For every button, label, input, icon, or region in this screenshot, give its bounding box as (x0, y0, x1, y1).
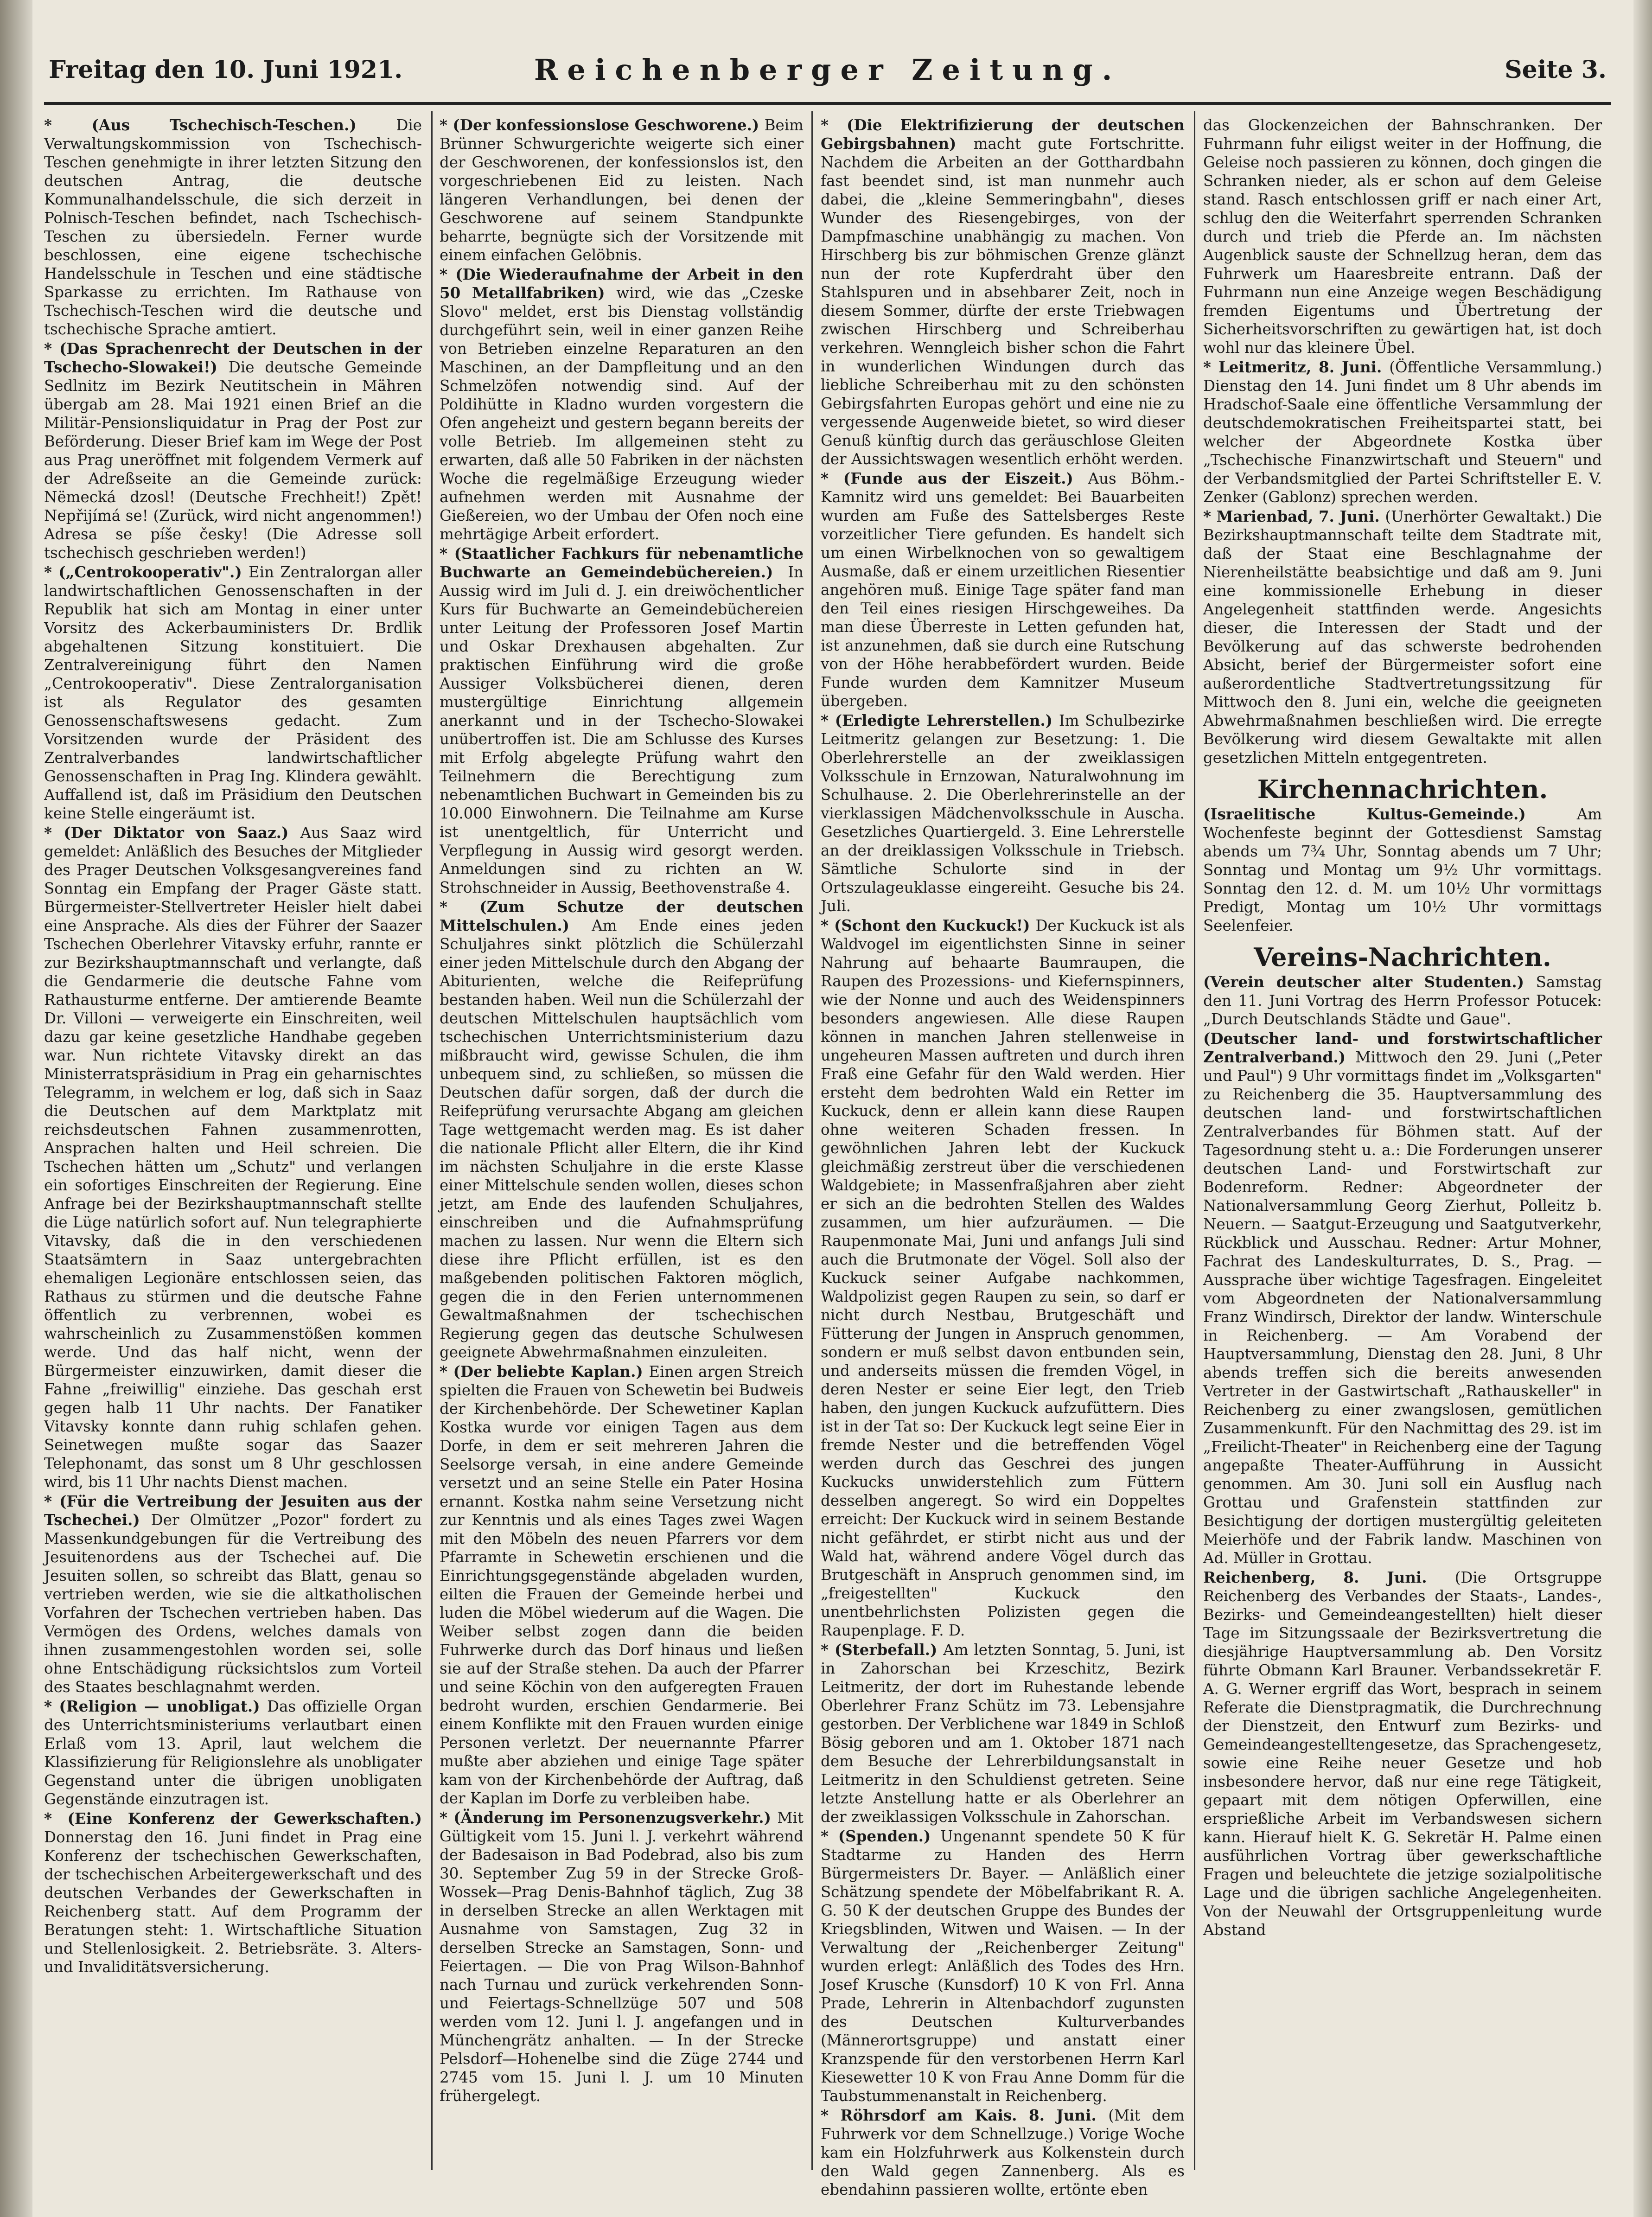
article-body: Aus Saaz wird gemeldet: Anläßlich des Besuches der Mitglieder des Prager Deutschen Volksgesangvereines fand Sonntag ein Empfang der Prager Gäste statt. Bürgermeister-Stellvertreter Heisler hielt dabei eine Ansprache. Als dies der Führer der Saazer Tschechen Oberlehrer Vitavsky erfuhr, rannte er zur Bezirkshauptmannschaft und verlangte, daß die Gendarmerie die deutsche Fahne vom Rathausturme entferne. Der amtierende Beamte Dr. Villoni — verweigerte ein Einschreiten, weil dazu gar keine gesetzliche Handhabe gegeben war. Nun richtete Vitavsky direkt an das Ministerratspräsidium in Prag ein geharnischtes Telegramm, in welchem er log, daß sich in Saaz die Deutschen auf dem Marktplatz mit reichsdeutschen Fahnen zusammenrotten, Ansprachen halten und Heil schreien. Die Tschechen hätten um „Schutz" und verlangen ein sofortiges Einschreiten der Regierung. Eine Anfrage bei der Bezirkshauptmannschaft stellte die Lüge natürlich sofort auf. Nun telegraphierte Vitavsky, daß die in den verschiedenen Staatsämtern in Saaz untergebrachten ehemaligen Legionäre entschlossen seien, das Rathaus zu stürmen und die deutsche Fahne öffentlich zu verbrennen, wobei es wahrscheinlich zu Zusammenstößen kommen werde. Und das half nicht, wenn der Bürgermeister einzuwirken, damit dieser die Fahne „freiwillig" einziehe. Das geschah erst gegen halb 11 Uhr nachts. Der Fanatiker Vitavsky konnte dann ruhig schlafen gehen. Seinetwegen mußte sogar das Saazer Telephonamt, das sonst um 8 Uhr geschlossen wird, bis 11 Uhr nachts Dienst machen. (44, 824, 422, 1491)
article-body: Die deutsche Gemeinde Sedlnitz im Bezirk Neutitschein in Mähren übergab am 28. Mai 1921 einen Brief an die Militär-Pensionsliquidatur in Prag der Post zur Beförderung. Dieser Brief kam im Wege der Post aus Prag uneröffnet mit folgendem Vermerk auf der Adreßseite an die Gemeinde zurück: Nëmecká dzosl! (Deutsche Frechheit!) Zpět! Nepřijímá se! (Zurück, wird nicht angenommen!) Adresa se píše česky! (Die Adresse soll tschechisch geschrieben werden!) (44, 358, 422, 562)
article-body: Die Verwaltungskommission von Tschechisch-Teschen genehmigte in ihrer letzten Sitzung den deutschen Antrag, die deutsche Kommunalhandelsschule, die sich derzeit in Polnisch-Teschen befindet, nach Tschechisch-Teschen zu übersiedeln. Ferner wurde beschlossen, eine eigene tschechische Handelsschule in Teschen und eine städtische Sparkasse zu errichten. Im Rathause von Tschechisch-Teschen wird die deutsche und tschechische Sprache amtiert. (44, 116, 422, 338)
article-body: Aus Böhm.-Kamnitz wird uns gemeldet: Bei Bauarbeiten wurden am Fuße des Sattelsberges Reste vorzeitlicher Tiere gefunden. Es handelt sich um einen Wirbelknochen von so gewaltigem Ausmaße, daß er einem urzeitlichen Riesentier angehören muß. Einige Tage später fand man den Teil eines riesigen Hirschgeweihes. Da man diese Überreste in Letten gefunden hat, ist anzunehmen, daß sie durch eine Rutschung von der Höhe herabbefördert wurden. Beide Funde wurden dem Kamnitzer Museum übergeben. (821, 470, 1185, 710)
column-rule (811, 111, 813, 2170)
page-header (44, 46, 1611, 105)
article-heading: * (Spenden.) (821, 1827, 941, 1845)
article-heading: (Verein deutscher alter Studenten.) (1203, 973, 1536, 991)
article-heading: * (Das Sprachenrecht der Deutschen in der Tschecho-Slowakei!) (44, 339, 422, 376)
article-body: (Die Ortsgruppe Reichenberg des Verbandes der Staats-, Landes-, Bezirks- und Gemeindeangestellten) hielt dieser Tage im Sitzungssaale der Bezirksvertretung die diesjährige Hauptversammlung ab. Den Vorsitz führte Obmann Karl Brauner. Verbandssekretär F. A. G. Werner ergriff das Wort, besprach in seinem Referate die Dienstpragmatik, die Durchrechnung der Dienstzeit, den Entwurf zum Bezirks- und Gemeindeangestelltengesetze, das Sprachengesetz, sowie eine Reihe neuer Gesetze und hob insbesondere hervor, daß nur eine rege Tätigkeit, gepaart mit dem nötigen Opferwillen, eine ersprießliche Arbeit im Verbandswesen sichern kann. Hierauf hielt K. G. Sekretär H. Palme einen ausführlichen Vortrag über gewerkschaftliche Fragen und beleuchtete die jetzige sozialpolitische Lage und die übrigen sachliche Angelegenheiten. Von der Neuwahl der Ortsgruppenleitung wurde Abstand (1203, 1569, 1602, 1939)
article-heading: (Israelitische Kultus-Gemeinde.) (1203, 805, 1577, 823)
article (44, 1809, 422, 1976)
article-heading: * (Eine Konferenz der Gewerkschaften.) (44, 1809, 422, 1827)
article (1203, 805, 1602, 935)
article-heading: * Marienbad, 7. Juni. (1203, 507, 1385, 525)
article-body: Am Ende eines jeden Schuljahres sinkt plötzlich die Schülerzahl einer jeden Mittelschule durch den Abgang der Abiturienten, welche die Reifeprüfung bestanden haben. Weil nun die Schülerzahl der deutschen Mittelschulen hauptsächlich vom tschechischen Unterrichtsministerium dazu mißbraucht wird, gewisse Schulen, die ihm unbequem sind, zu schließen, so müssen die Deutschen dafür sorgen, daß der durch die Reifeprüfung verursachte Abgang am gleichen Tage wettgemacht werden mag. Es ist daher die nationale Pflicht aller Eltern, die ihr Kind im nächsten Schuljahre in die erste Klasse einer Mittelschule senden wollen, dieses schon jetzt, am Ende des laufenden Schuljahres, einschreiben und die Aufnahmsprüfung machen zu lassen. Nur wenn die Eltern sich diese ihre Pflicht erfüllen, ist es den maßgebenden politischen Faktoren möglich, gegen die in den Ferien unternommenen Gewaltmaßnahmen der tschechischen Regierung gegen das deutsche Schulwesen geeignete Abwehrmaßnahmen einzuleiten. (440, 917, 804, 1361)
article-heading: * (Die Wiederaufnahme der Arbeit in den 50 Metallfabriken) (440, 265, 804, 302)
article-body: das Glockenzeichen der Bahnschranken. Der Fuhrmann fuhr eiligst weiter in der Hoffnung, die Geleise noch passieren zu können, doch gingen die Schranken nieder, als er schon auf dem Geleise stand. Rasch entschlossen griff er nach einer Art, schlug den die Weiterfahrt sperrenden Schranken durch und trieb die Pferde an. Im nächsten Augenblick sauste der Schnellzug heran, dem das Fuhrwerk um Haaresbreite entrann. Daß der Fuhrmann nun eine Anzeige wegen Beschädigung fremden Eigentums und Übertretung der Sicherheitsvorschriften zu gewärtigen hat, ist doch wohl nur das kleinere Übel. (1203, 116, 1602, 357)
article-body: macht gute Fortschritte. Nachdem die Arbeiten an der Gotthardbahn fast beendet sind, ist man nunmehr auch dabei, die „kleine Semmeringbahn", dieses Wunder des Riesengebirges, von der Dampfmaschine unabhängig zu machen. Von Hirschberg bis zur böhmischen Grenze glänzt nun der rote Kupferdraht über den Stahlspuren und in absehbarer Zeit, noch in diesem Sommer, dürfte der erste Triebwagen zwischen Hirschberg und Schreiberhau verkehren. Wenngleich bisher schon die Fahrt in wunderlichen Windungen durch das liebliche Schreiberhau mit zu den schönsten Gebirgsfahrten Europas gehört und eine nie zu vergessende Augenweide bietet, so wird dieser Genuß künftig durch das geräuschlose Gleiten der Aussichtswagen wesentlich erhöht werden. (821, 135, 1185, 468)
article-body: Das offizielle Organ des Unterrichtsministeriums verlautbart einen Erlaß vom 13. April, laut welchem die Klassifizierung für Religionslehre als unobligater Gegenstand unter die übrigen unobligaten Gegenstände einzutragen ist. (44, 1698, 422, 1808)
scan-edge-right (1633, 0, 1652, 2217)
article (440, 1808, 804, 2105)
article (821, 916, 1185, 1640)
scan-edge-left (0, 0, 32, 2217)
article-body: Ungenannt spendete 50 K für Stadtarme zu Handen des Herrn Bürgermeisters Dr. Bayer. — Anläßlich einer Schätzung spendete der Möbelfabrikant R. A. G. 50 K der deutschen Gruppe des Bundes der Kriegsblinden, Witwen und Waisen. — In der Verwaltung der „Reichenberger Zeitung" wurden erlegt: Anläßlich des Todes des Hrn. Josef Krusche (Kunsdorf) 10 K von Frl. Anna Prade, Lehrerin in Altenbachdorf zugunsten des Deutschen Kulturverbandes (Männerortsgruppe) und anstatt einer Kranzspende für den verstorbenen Herrn Karl Kiesewetter 10 K von Frau Anne Domm für die Taubstummenanstalt in Reichenberg. (821, 1827, 1185, 2105)
column-rule (431, 111, 433, 2170)
page-number: Seite 3. (1505, 56, 1607, 84)
article (821, 711, 1185, 915)
article-body: Am letzten Sonntag, 5. Juni, ist in Zahorschan bei Krzeschitz, Bezirk Leitmeritz, der dort im Ruhestande lebende Oberlehrer Franz Schütz im 73. Lebensjahre gestorben. Der Verblichene war 1849 in Schloß Bösig geboren und am 1. Oktober 1871 nach dem Besuche der Lehrerbildungsanstalt in Leitmeritz in den Schuldienst getreten. Seine letzte Anstellung hatte er als Oberlehrer an der zweiklassigen Volksschule in Zahorschan. (821, 1641, 1185, 1826)
article (44, 1492, 422, 1696)
article-body: Einen argen Streich spielten die Frauen von Schewetin bei Budweis der Kirchenbehörde. Der Schewetiner Kaplan Kostka wurde vor einigen Tagen aus dem Dorfe, in dem er seit mehreren Jahren die Seelsorge versah, in eine andere Gemeinde versetzt und an seine Stelle ein Pater Hosina ernannt. Kostka nahm seine Versetzung nicht zur Kenntnis und als eines Tages zwei Wagen mit den Möbeln des neuen Pfarrers vor dem Pfarramte in Schewetin erschienen und die Einrichtungsgegenstände abgeladen wurden, eilten die Frauen der Gemeinde herbei und luden die Möbel wiederum auf die Wagen. Die Weiber selbst zogen dann die beiden Fuhrwerke durch das Dorf hinaus und ließen sie auf der Straße stehen. Da auch der Pfarrer und seine Köchin von den aufgeregten Frauen bedroht wurden, erschien Gendarmerie. Bei einem Konflikte mit den Frauen wurden einige Personen verletzt. Der neuernannte Pfarrer mußte aber abziehen und einige Tage später kam von der Kirchenbehörde der Auftrag, daß der Kaplan im Dorfe zu verbleiben habe. (440, 1363, 804, 1807)
article (1203, 507, 1602, 767)
article (1203, 116, 1602, 357)
article (821, 116, 1185, 468)
article-heading: * (Funde aus der Eiszeit.) (821, 469, 1088, 487)
article-heading: * (Sterbefall.) (821, 1641, 944, 1659)
article (440, 544, 804, 897)
article-body: wird, wie das „Czeske Slovo" meldet, erst bis Dienstag vollständig durchgeführt sein, weil in einer ganzen Reihe von Betrieben einzelne Reparaturen an den Maschinen, an der Dampfleitung und an den Schmelzöfen notwendig sind. Auf der Poldihütte in Kladno wurden vorgestern die Ofen angeheizt und gestern begann bereits der volle Betrieb. Im allgemeinen steht zu erwarten, daß alle 50 Fabriken in der nächsten Woche die regelmäßige Erzeugung wieder aufnehmen werden mit Ausnahme der Gießereien, wo der Umbau der Ofen noch eine mehrtägige Arbeit erfordert. (440, 284, 804, 543)
article (821, 1641, 1185, 1826)
article-heading: * (Erledigte Lehrerstellen.) (821, 711, 1059, 729)
issue-date: Freitag den 10. Juni 1921. (49, 56, 403, 84)
article (1203, 973, 1602, 1029)
article-heading: * (Für die Vertreibung der Jesuiten aus der Tschechei.) (44, 1492, 422, 1529)
article (440, 265, 804, 543)
article-body: Mittwoch den 29. Juni („Peter und Paul") 9 Uhr vormittags findet im „Volksgarten" zu Reichenberg die 35. Hauptversammlung des deutschen land- und forstwirtschaftlichen Zentralverbandes für Böhmen statt. Auf der Tagesordnung steht u. a.: Die Forderungen unserer deutschen Land- und Forstwirtschaft zur Bodenreform. Redner: Abgeordneter der Nationalversammlung Georg Zierhut, Polleitz b. Neuern. — Saatgut-Erzeugung und Saatgutverkehr, Rückblick und Ausschau. Redner: Artur Mohner, Fachrat des Landeskulturrates, D. S., Prag. — Aussprache über wichtige Tagesfragen. Eingeleitet vom Abgeordneten der Nationalversammlung Franz Windirsch, Direktor der landw. Winterschule in Reichenberg. — Am Vorabend der Hauptversammlung, Dienstag den 28. Juni, 8 Uhr abends treffen sich die bereits anwesenden Vertreter in der Gastwirtschaft „Rathauskeller" in Reichenberg zu einer zwangslosen, gemütlichen Zusammenkunft. Für den Nachmittag des 29. ist im „Freilicht-Theater" in Reichenberg eine der Tagung angepaßte Theater-Aufführung in Aussicht genommen. Am 30. Juni soll ein Ausflug nach Grottau und Grafenstein stattfinden zur Besichtigung der dortigen mustergültig geleiteten Meierhöfe und der Fabrik landw. Maschinen von Ad. Müller in Grottau. (1203, 1048, 1602, 1567)
article-heading: * (Der beliebte Kaplan.) (440, 1362, 649, 1380)
newspaper-title: Reichenberger Zeitung. (534, 53, 1122, 87)
article (44, 824, 422, 1491)
article (821, 1827, 1185, 2105)
article (821, 2106, 1185, 2199)
article (1203, 1029, 1602, 1567)
text-column-1 (44, 116, 422, 2166)
article-heading: * (Der Diktator von Saaz.) (44, 824, 300, 842)
article-heading: * (Aus Tschechisch-Teschen.) (44, 116, 396, 134)
column-rule (1194, 111, 1195, 2170)
article-heading: * (Der konfessionslose Geschworene.) (440, 116, 765, 134)
article (440, 898, 804, 1361)
article (440, 1362, 804, 1808)
article-heading: * (Zum Schutze der deutschen Mittelschulen.) (440, 898, 804, 934)
article-body: Der Kuckuck ist als Waldvogel im eigentlichsten Sinne in seiner Nahrung auf behaarte Baumraupen, die Raupen des Prozessions- und Kiefernspinners, wie der Nonne und auch des Weidenspinners besonders angewiesen. Alle diese Raupen können in manchen Jahren stellenweise in ungeheuren Massen auftreten und durch ihren Fraß eine Gefahr für den Wald werden. Hier ersteht dem bedrohten Wald ein Retter im Kuckuck, denn er allein kann diese Raupen ohne weiteren Schaden fressen. In gewöhnlichen Jahren lebt der Kuckuck gleichmäßig zerstreut über die verschiedenen Waldgebiete; in Massenfraßjahren aber zieht er sich an die bedrohten Stellen des Waldes zusammen, um hier aufzuräumen. — Die Raupenmonate Mai, Juni und anfangs Juli sind auch die Brutmonate der Vögel. Soll also der Kuckuck seiner Aufgabe nachkommen, Waldpolizist gegen Raupen zu sein, so darf er nicht durch Nestbau, Brutgeschäft und Fütterung der Jungen in Anspruch genommen, sondern er muß selbst davon entbunden sein, und anderseits müssen die fremden Vögel, in deren Nester er seine Eier legt, den Trieb haben, den jungen Kuckuck aufzufüttern. Dies ist in der Tat so: Der Kuckuck legt seine Eier in fremde Nester und die betreffenden Vögel werden durch das Geschrei des jungen Kuckucks unwiderstehlich zum Füttern desselben angeregt. So wird ein Doppeltes erreicht: Der Kuckuck wird in seinem Bestande nicht gefährdet, er stirbt nicht aus und der Wald hat, während andere Vögel durch das Brutgeschäft in Anspruch genommen sind, im „freigestellten" Kuckuck den unentbehrlichsten Polizisten gegen die Raupenplage. F. D. (821, 917, 1185, 1639)
section-title: Kirchennachrichten. (1257, 774, 1548, 804)
section-title: Vereins-Nachrichten. (1254, 942, 1551, 972)
article-heading: * Leitmeritz, 8. Juni. (1203, 358, 1390, 376)
article-heading: * (Religion — unobligat.) (44, 1697, 267, 1715)
article (1203, 358, 1602, 506)
article-heading: * („Centrokooperativ".) (44, 563, 249, 581)
article (440, 116, 804, 264)
article-heading: * (Staatlicher Fachkurs für nebenamtliche Buchwarte an Gemeindebüchereien.) (440, 544, 804, 581)
article-body: Mit Gültigkeit vom 15. Juni l. J. verkehrt während der Badesaison in Bad Podebrad, also bis zum 30. September Zug 59 in der Strecke Groß-Wossek—Prag Denis-Bahnhof täglich, Zug 38 in derselben Strecke an allen Werktagen mit Ausnahme von Samstagen, Zug 32 in derselben Strecke an Samstagen, Sonn- und Feiertagen. — Die von Prag Wilson-Bahnhof nach Turnau und zurück verkehrenden Sonn- und Feiertags-Schnellzüge 507 und 508 werden vom 12. Juni l. J. angefangen und in Münchengrätz anhalten. — In der Strecke Pelsdorf—Hohenelbe sind die Züge 2744 und 2745 vom 15. Juni l. J. um 10 Minuten frühergelegt. (440, 1809, 804, 2105)
text-column-4 (1203, 116, 1602, 2166)
article-heading: * (Die Elektrifizierung der deutschen Gebirgsbahnen) (821, 116, 1185, 153)
article-body: Donnerstag den 16. Juni findet in Prag eine Konferenz der tschechischen Gewerkschaften, der tschechischen Arbeitergewerkschaft und des deutschen Verbandes der Gewerkschaften in Reichenberg statt. Auf dem Programm der Beratungen steht: 1. Wirtschaftliche Situation und Stellenlosigkeit. 2. Betriebsräte. 3. Alters- und Invaliditätsversicherung. (44, 1828, 422, 1976)
article (44, 339, 422, 562)
article-body: (Mit dem Fuhrwerk vor dem Schnellzuge.) Vorige Woche kam ein Holzfuhrwerk aus Kolkenstein durch den Wald gegen Zannenberg. Als es ebendahinn passieren wollte, ertönte eben (821, 2107, 1185, 2198)
article-heading: * Röhrsdorf am Kais. 8. Juni. (821, 2106, 1109, 2124)
text-column-2 (440, 116, 804, 2166)
article-body: Im Schulbezirke Leitmeritz gelangen zur Besetzung: 1. Die Oberlehrerstelle an der zweiklassigen Volksschule in Ernzowan, Naturalwohnung im Schulhause. 2. Die Oberlehrerinstelle an der vierklassigen Mädchenvolksschule in Auscha. Gesetzliches Quartiergeld. 3. Eine Lehrerstelle an der dreiklassigen Volksschule in Triebsch. Sämtliche Schulorte sind in der Ortszulageuklasse eingereiht. Gesuche bis 24. Juli. (821, 712, 1185, 915)
article-heading: * (Schont den Kuckuck!) (821, 916, 1036, 934)
article (44, 116, 422, 339)
article-heading: * (Änderung im Personenzugsverkehr.) (440, 1808, 778, 1827)
article-heading: (Deutscher land- und forstwirtschaftlicher Zentralverband.) (1203, 1029, 1602, 1066)
article-body: In Aussig wird im Juli d. J. ein dreiwöchentlicher Kurs für Buchwarte an Gemeindebüchereien unter Leitung der Professoren Josef Martin und Oskar Drexhausen abgehalten. Zur praktischen Einführung wird die große Aussiger Volksbücherei dienen, deren mustergültige Einrichtung allgemein anerkannt und in der Tschecho-Slowakei unübertroffen ist. Die am Schlusse des Kurses mit Erfolg abgelegte Prüfung wahrt den Teilnehmern die Berechtigung zum nebenamtlichen Buchwart in Gemeinden bis zu 10.000 Einwohnern. Die Teilnahme am Kurse ist unentgeltlich, für Unterricht und Verpflegung in Aussig wird gesorgt werden. Anmeldungen sind zu richten an W. Strohschneider in Aussig, Beethovenstraße 4. (440, 563, 804, 896)
article-body: (Öffentliche Versammlung.) Dienstag den 14. Juni findet um 8 Uhr abends im Hradschof-Saale eine öffentliche Versammlung der deutschdemokratischen Freiheitspartei statt, bei welcher der Abgeordnete Kostka über „Tschechische Finanzwirtschaft und Steuern" und der Verbandsmitglied der Partei Schriftsteller E. V. Zenker (Gablonz) sprechen werden. (1203, 358, 1602, 506)
article-body: Beim Brünner Schwurgerichte weigerte sich einer der Geschworenen, der konfessionslos ist, den vorgeschriebenen Eid zu leisten. Nach längeren Verhandlungen, bei denen der Geschworene auf seinem Standpunkte beharrte, begnügte sich der Vorsitzende mit einem einfachen Gelöbnis. (440, 116, 804, 264)
article (1203, 1568, 1602, 1939)
article-heading: Reichenberg, 8. Juni. (1203, 1568, 1455, 1586)
article-body: Samstag den 11. Juni Vortrag des Herrn Professor Potucek: „Durch Deutschlands Städte und Gaue". (1203, 973, 1602, 1028)
article-body: (Unerhörter Gewaltakt.) Die Bezirkshauptmannschaft teilte dem Stadtrate mit, daß der Staat eine Beschlagnahme der Nierenheilstätte beabsichtige und daß am 9. Juni eine kommissionelle Erhebung in dieser Angelegenheit stattfinden werde. Angesichts dieser, die Interessen der Stadt und der Bevölkerung auf das schwerste bedrohenden Absicht, berief der Bürgermeister sofort eine außerordentliche Stadtvertretungssitzung für Mittwoch den 8. Juni ein, welche die geeigneten Abwehrmaßnahmen beschließen wird. Die erregte Bevölkerung wird diesem Gewaltakte mit allen gesetzlichen Mitteln entgegentreten. (1203, 508, 1602, 767)
article-body: Ein Zentralorgan aller landwirtschaftlichen Genossenschaften in der Republik hat sich am Montag in einer unter Vorsitz des Ackerbauministers Dr. Brdlik abgehaltenen Sitzung konstituiert. Die Zentralvereinigung führt den Namen „Centrokooperativ". Diese Zentralorganisation ist als Regulator des gesamten Genossenschaftswesens gedacht. Zum Vorsitzenden wurde der Präsident des Zentralverbandes landwirtschaftlicher Genossenschaften in Prag Ing. Klindera gewählt. Auffallend ist, daß im Präsidium den Deutschen keine Stelle eingeräumt ist. (44, 563, 422, 822)
article (44, 1697, 422, 1808)
article (821, 469, 1185, 710)
article-body: Am Wochenfeste beginnt der Gottesdienst Samstag abends um 7¾ Uhr, Sonntag abends um 7 Uhr; Sonntag und Montag um 9½ Uhr vormittags. Sonntag den 12. d. M. um 10½ Uhr vormittags Predigt, Montag um 10½ Uhr vormittags Seelenfeier. (1203, 805, 1602, 934)
article (44, 563, 422, 823)
article-body: Der Olmützer „Pozor" fordert zu Massenkundgebungen für die Vertreibung des Jesuitenordens aus der Tschechei auf. Die Jesuiten sollen, so schreibt das Blatt, genau so vertrieben werden, wie sie die altkatholischen Vorfahren der Tschechen vertrieben haben. Das Vermögen des Ordens, welches damals von ihnen zusammengestohlen worden sei, solle ohne Entschädigung rücksichtslos zum Vorteil des Staates beschlagnahmt werden. (44, 1511, 422, 1696)
text-column-3 (821, 116, 1185, 2198)
